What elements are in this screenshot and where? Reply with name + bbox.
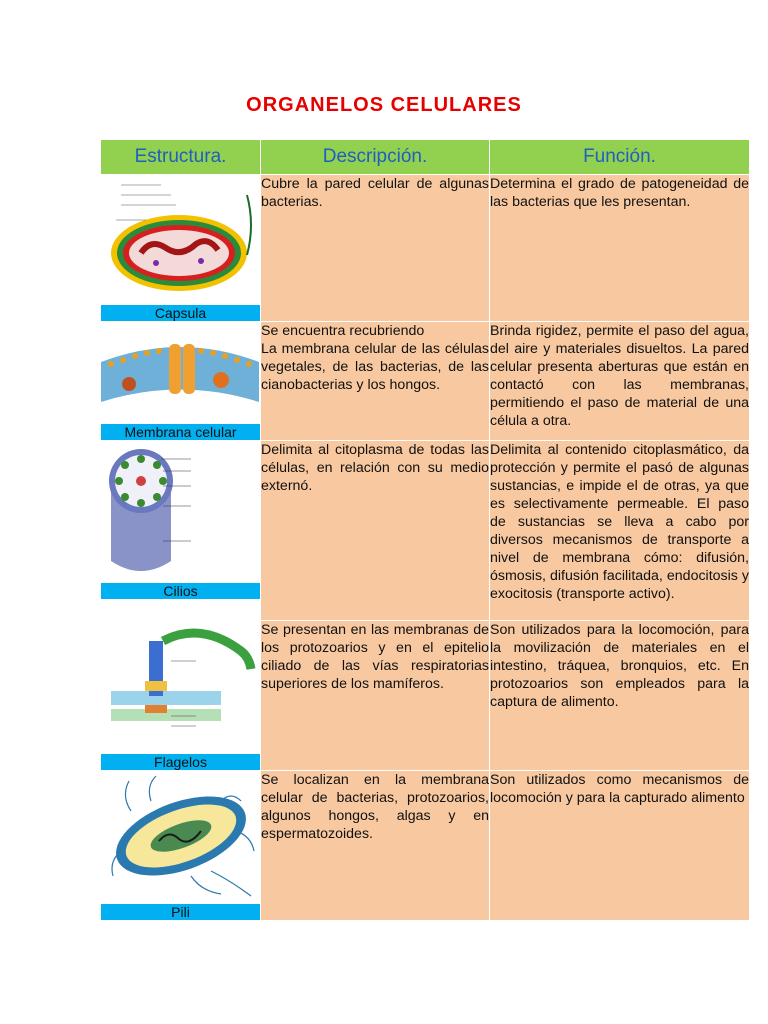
table-header-row xyxy=(101,140,750,175)
structure-cell xyxy=(101,175,261,322)
header-structure: Estructura. xyxy=(101,140,261,175)
capsule-image xyxy=(101,175,260,305)
caption-pili: Pili xyxy=(101,904,260,920)
function-cell: Delimita al contenido citoplasmático, da protección y permite el pasó de algunas sustancias, e impide el de otras, ya que es selectivamente permeable. El paso de sustancias se lleva a cabo por diversos mecanismos de transporte a nivel de membrana cómo: difusión, ósmosis, difusión facilitada, endocitosis y exocitosis (transporte activo). xyxy=(490,441,750,621)
structure-cell xyxy=(101,771,261,921)
flagella-image xyxy=(101,621,260,754)
table-row xyxy=(101,771,750,921)
function-cell: Determina el grado de patogeneidad de las bacterias que les presentan. xyxy=(490,175,750,322)
caption-membrana-celular: Membrana celular xyxy=(101,424,260,440)
table-row xyxy=(101,621,750,771)
function-cell: Son utilizados para la locomoción, para la movilización de materiales en el intestino, tráquea, bronquios, etc. En protozoarios son empleados para la captura de alimento. xyxy=(490,621,750,771)
cilia-image xyxy=(101,441,260,583)
caption-flagelos: Flagelos xyxy=(101,754,260,770)
organelles-table xyxy=(100,139,750,921)
structure-cell xyxy=(101,621,261,771)
caption-capsula: Capsula xyxy=(101,305,260,321)
header-description: Descripción. xyxy=(261,140,490,175)
table-row xyxy=(101,175,750,322)
structure-cell xyxy=(101,441,261,621)
description-cell: Se encuentra recubriendo La membrana celular de las células vegetales, de las bacterias, de las cianobacterias y los hongos. xyxy=(261,322,490,441)
membrane-image xyxy=(101,322,260,424)
pili-image xyxy=(101,771,260,904)
table-row xyxy=(101,441,750,621)
caption-cilios: Cilios xyxy=(101,583,260,599)
description-cell: Delimita al citoplasma de todas las células, en relación con su medio externó. xyxy=(261,441,490,621)
function-cell: Son utilizados como mecanismos de locomoción y para la capturado alimento xyxy=(490,771,750,921)
description-cell: Cubre la pared celular de algunas bacterias. xyxy=(261,175,490,322)
page-title: ORGANELOS CELULARES xyxy=(246,94,522,116)
function-cell: Brinda rigidez, permite el paso del agua, del aire y materiales disueltos. La pared celular presenta aberturas que están en contactó con las membranas, permitiendo el paso de material de una célula a otra. xyxy=(490,322,750,441)
table-row xyxy=(101,322,750,441)
description-cell: Se presentan en las membranas de los protozoarios y en el epitelio ciliado de las vías respiratorias superiores de los mamíferos. xyxy=(261,621,490,771)
description-cell: Se localizan en la membrana celular de bacterias, protozoarios, algunos hongos, algas y en espermatozoides. xyxy=(261,771,490,921)
header-function: Función. xyxy=(490,140,750,175)
structure-cell xyxy=(101,322,261,441)
